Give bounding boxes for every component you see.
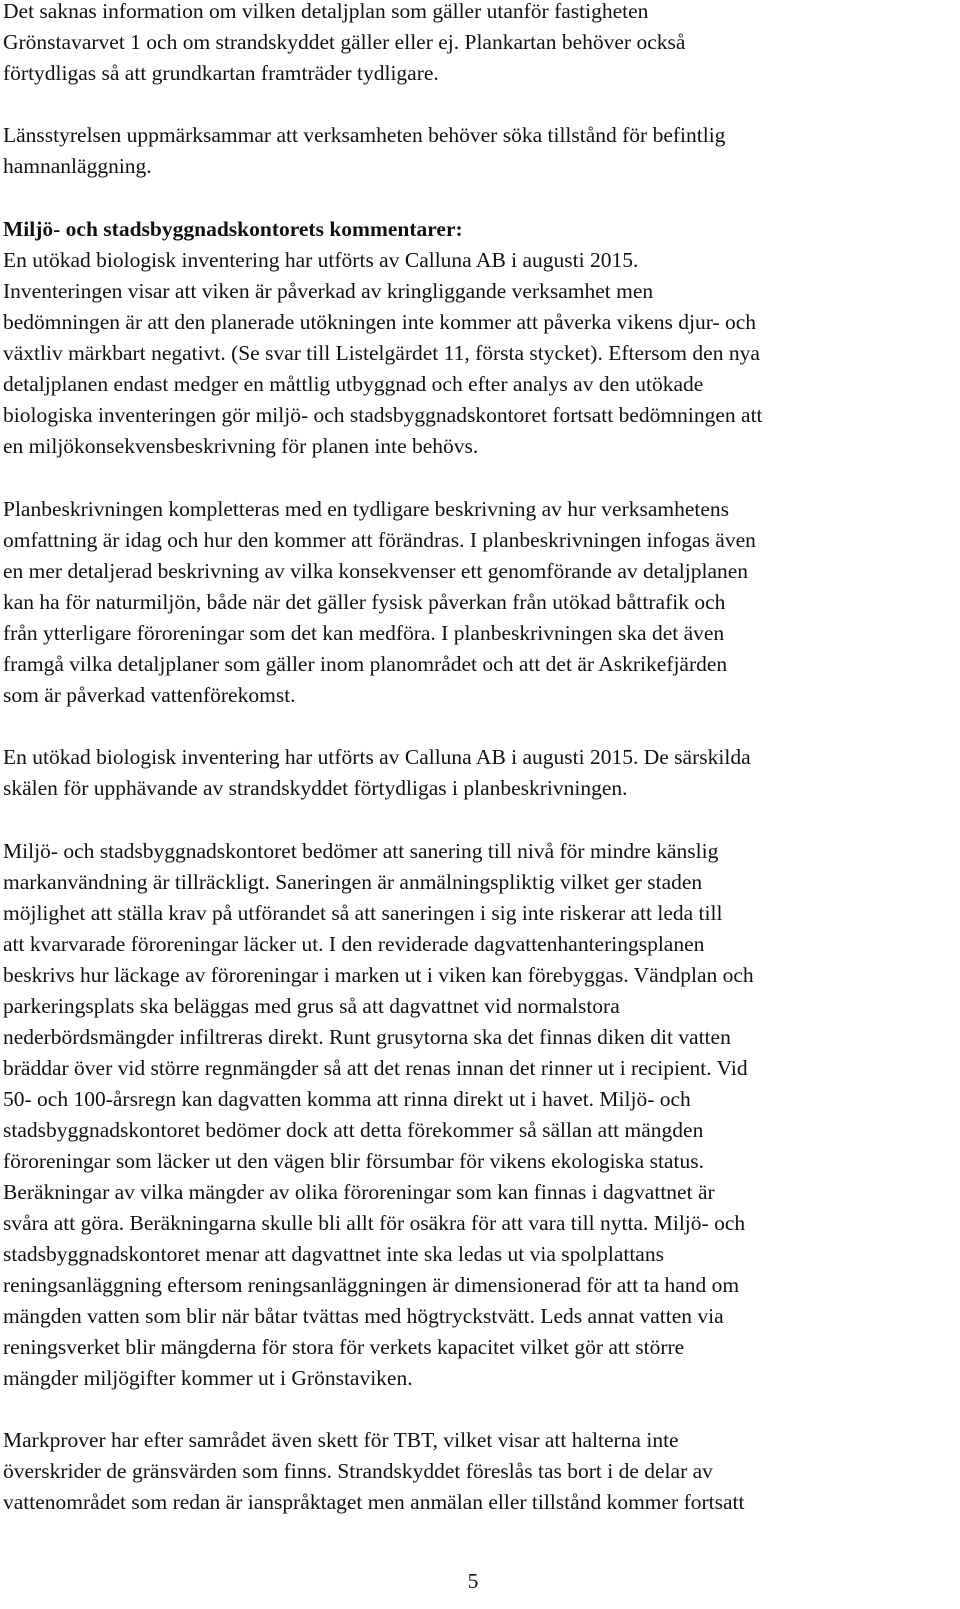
comment-section	[3, 214, 960, 462]
paragraph-markprover: Markprover har efter samrådet även skett för TBT, vilket visar att halterna inte överskrider de gränsvärden som finns. Strandskyddet föreslås tas bort i de delar av vattenområdet som redan är ianspråktaget men anmälan eller tillstånd kommer fortsatt	[3, 1428, 745, 1514]
page-number: 5	[467, 1569, 479, 1593]
paragraph-inventering: En utökad biologisk inventering har utförts av Calluna AB i augusti 2015. Inventeringen visar att viken är påverkad av kringliggande verksamhet men bedömningen är att den planerade utökningen inte kommer att påverka vikens djur- och växtliv märkbart negativt. (Se svar till Listelgärdet 11, första stycket). Eftersom den nya detaljplanen endast medger en måttlig utbyggnad och efter analys av den utökade biologiska inventeringen gör miljö- och stadsbyggnadskontoret fortsatt bedömningen att en miljökonsekvensbeskrivning för planen inte behövs.	[3, 248, 763, 458]
paragraph-sanering: Miljö- och stadsbyggnadskontoret bedömer att sanering till nivå för mindre känslig markanvändning är tillräckligt. Saneringen är anmälningspliktig vilket ger staden möjlighet att ställa krav på utförandet så att saneringen i sig inte riskerar att leda till att kvarvarade föroreningar läcker ut. I den reviderade dagvattenhanteringsplanen beskrivs hur läckage av föroreningar i marken ut i viken kan förebyggas. Vändplan och parkeringsplats ska beläggas med grus så att dagvattnet vid normalstora nederbördsmängder infiltreras direkt. Runt grusytorna ska det finnas diken dit vatten bräddar över vid större regnmängder så att det renas innan det rinner ut i recipient. Vid 50- och 100-årsregn kan dagvatten komma att rinna direkt ut i havet. Miljö- och stadsbyggnadskontoret bedömer dock att detta förekommer så sällan att mängden föroreningar som läcker ut den vägen blir försumbar för vikens ekologiska status. Beräkningar av vilka mängder av olika föroreningar som kan finnas i dagvattnet är svåra att göra. Beräkningarna skulle bli allt för osäkra för att vara till nytta. Miljö- och stadsbyggnadskontoret menar att dagvattnet inte ska ledas ut via spolplattans reningsanläggning eftersom reningsanläggningen är dimensionerad för att ta hand om mängden vatten som blir när båtar tvättas med högtryckstvätt. Leds annat vatten via reningsverket blir mängderna för stora för verkets kapacitet vilket gör att större mängder miljögifter kommer ut i Grönstaviken.	[3, 839, 754, 1390]
section-heading: Miljö- och stadsbyggnadskontorets kommentarer:	[3, 217, 463, 241]
paragraph-lansstyrelsen: Länsstyrelsen uppmärksammar att verksamheten behöver söka tillstånd för befintlig hamnanläggning.	[3, 123, 726, 178]
document-page	[3, 0, 960, 1518]
paragraph-detaljplan-info: Det saknas information om vilken detaljplan som gäller utanför fastigheten Grönstavarvet 1 och om strandskyddet gäller eller ej. Plankartan behöver också förtydligas så att grundkartan framträder tydligare.	[3, 0, 686, 85]
paragraph-planbeskrivning: Planbeskrivningen kompletteras med en tydligare beskrivning av hur verksamhetens omfattning är idag och hur den kommer att förändras. I planbeskrivningen infogas även en mer detaljerad beskrivning av vilka konsekvenser ett genomförande av detaljplanen kan ha för naturmiljön, både när det gäller fysisk påverkan från utökad båttrafik och från ytterligare föroreningar som det kan medföra. I planbeskrivningen ska det även framgå vilka detaljplaner som gäller inom planområdet och att det är Askrikefjärden som är påverkad vattenförekomst.	[3, 497, 756, 707]
paragraph-strandskydd: En utökad biologisk inventering har utförts av Calluna AB i augusti 2015. De särskilda skälen för upphävande av strandskyddet förtydligas i planbeskrivningen.	[3, 745, 751, 800]
